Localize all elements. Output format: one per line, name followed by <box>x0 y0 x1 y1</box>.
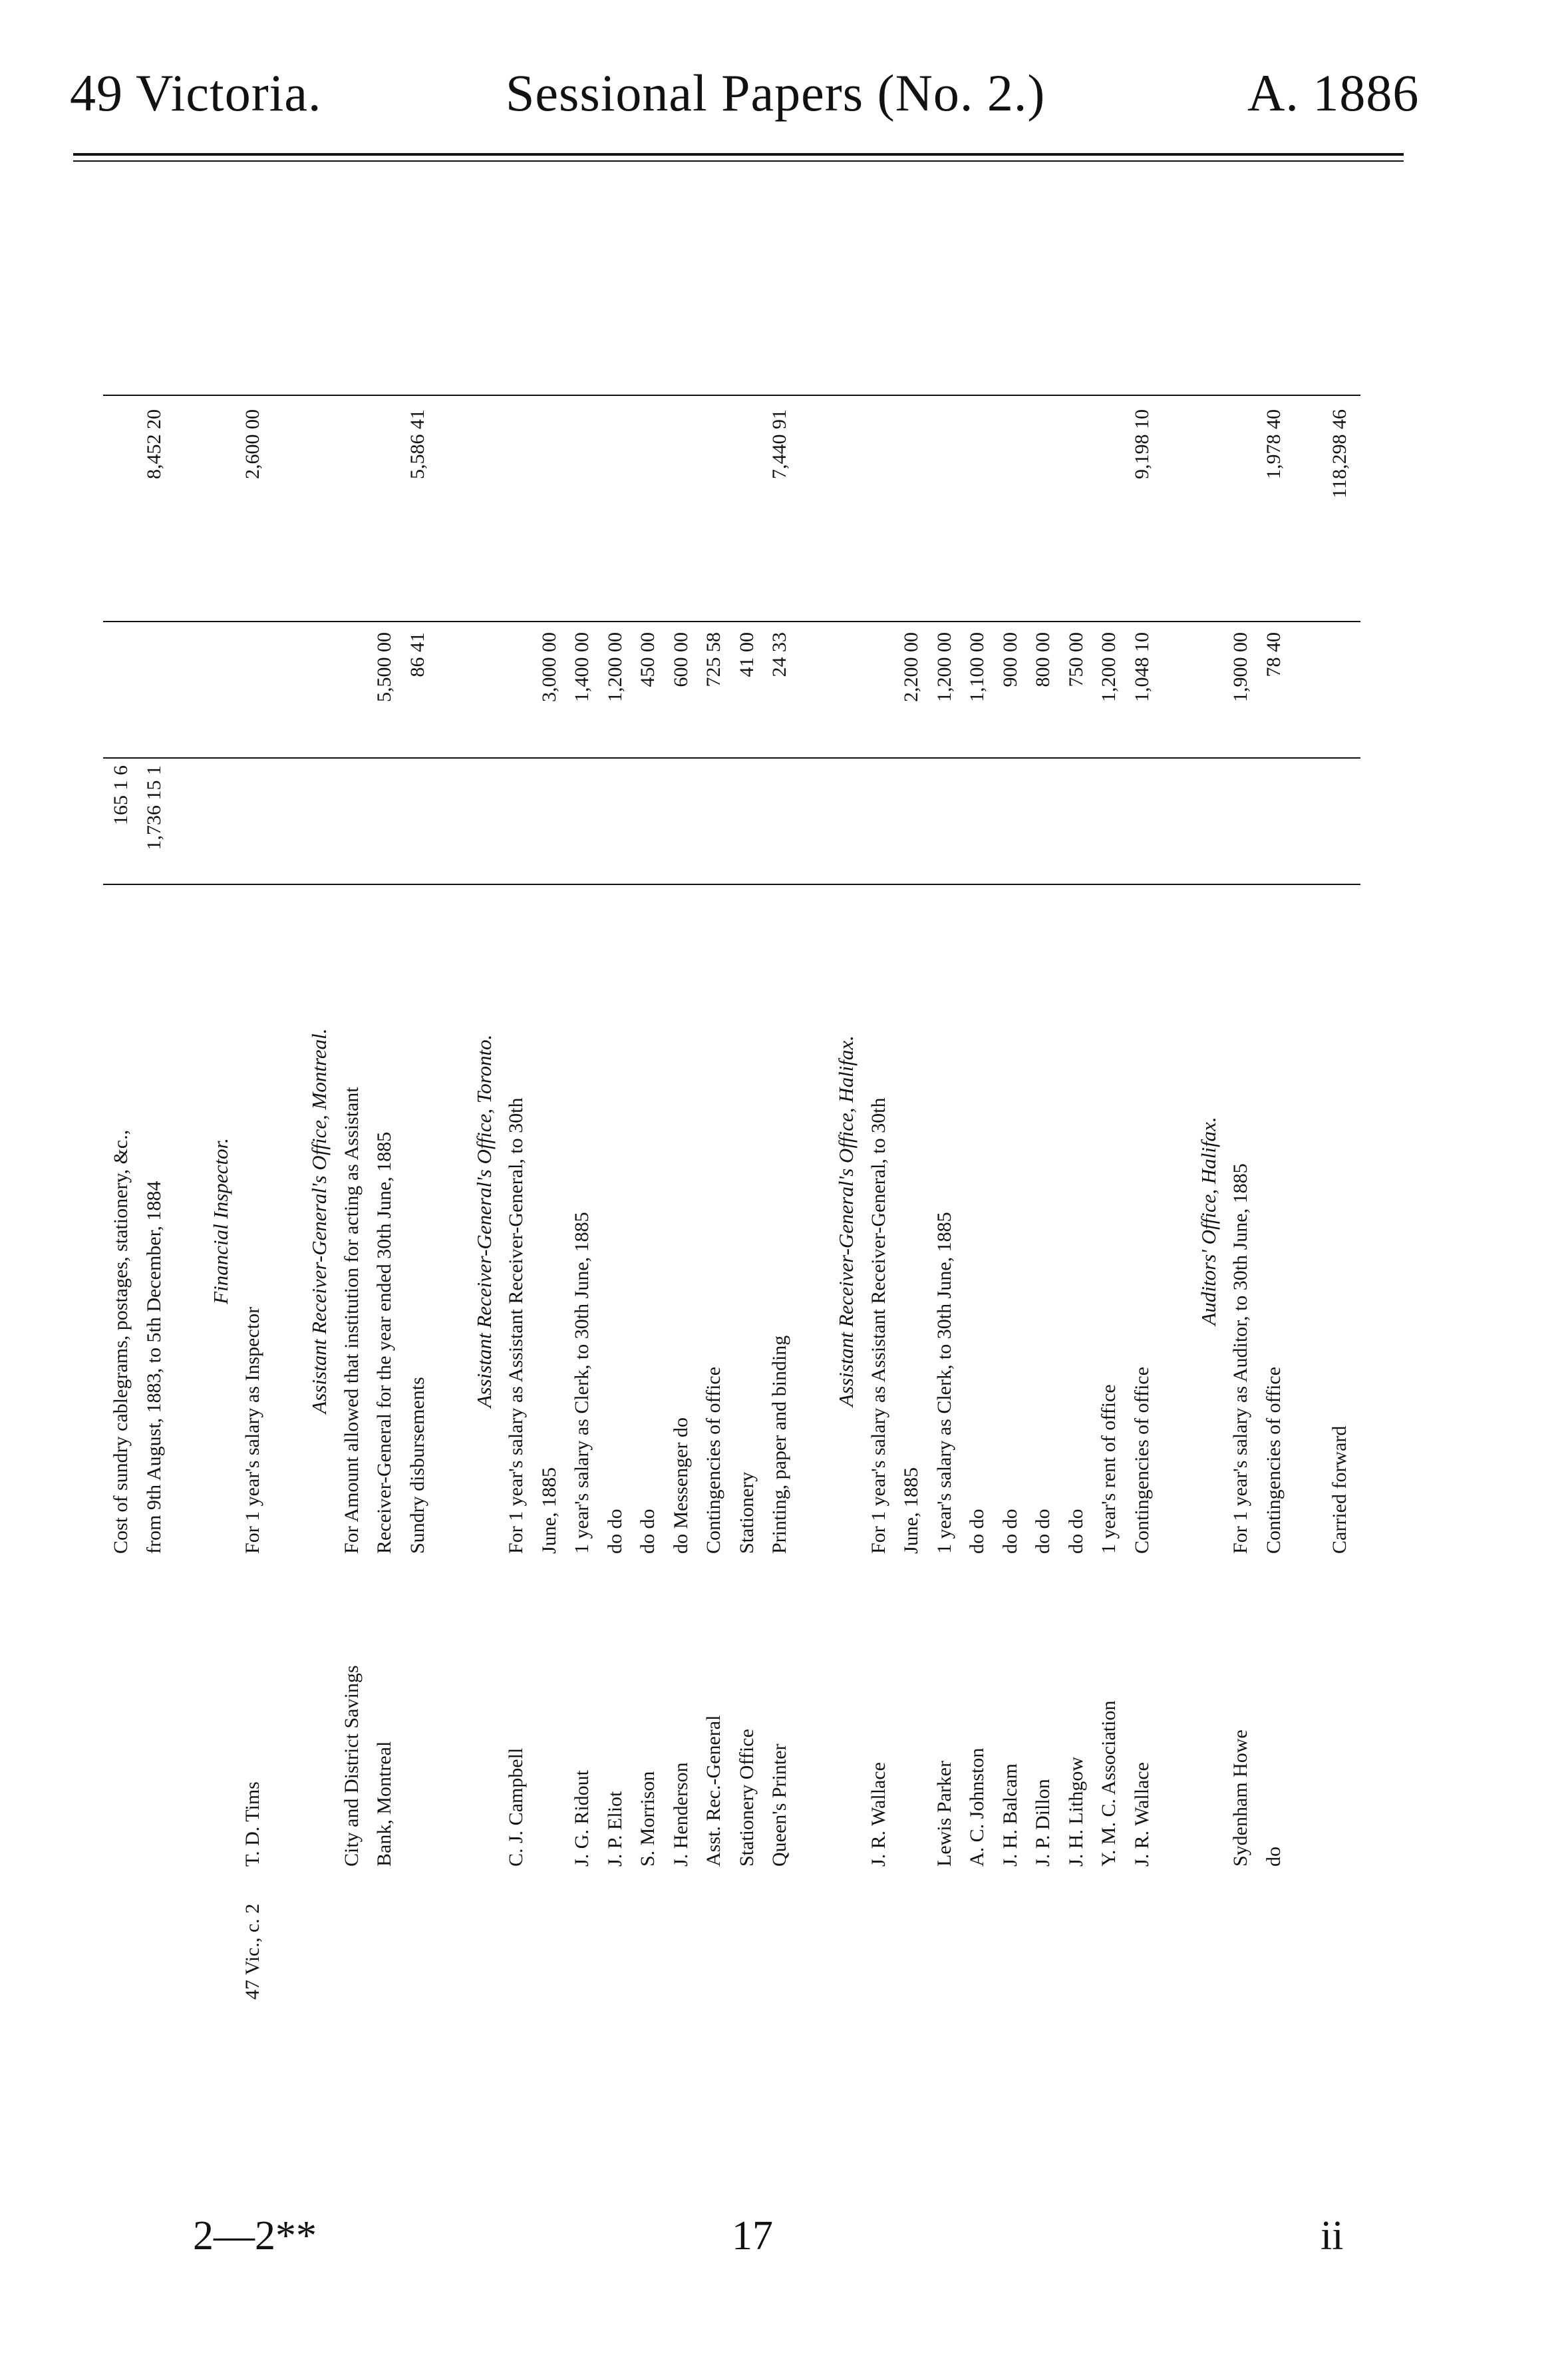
footer-reference: 2—2** <box>193 2213 317 2259</box>
table-row <box>143 186 166 2000</box>
section-title: Assistant Receiver-General's Office, Halifax. <box>834 1035 858 1407</box>
total-cell: 118,298 46 <box>1328 409 1350 498</box>
table-row <box>703 186 725 2000</box>
table-row <box>637 186 659 2000</box>
description-cell: do do <box>966 1509 988 1554</box>
column-rule <box>103 621 1360 622</box>
description-cell: from 9th August, 1883, to 5th December, 1884 <box>142 1181 165 1554</box>
table-row <box>571 186 593 2000</box>
amount-cell: 1,100 00 <box>966 632 988 702</box>
table-row <box>341 186 363 2000</box>
table-row <box>1164 186 1186 2000</box>
table-row <box>900 186 923 2000</box>
table-row <box>1032 186 1054 2000</box>
table-row <box>1329 186 1351 2000</box>
payee-cell: J. P. Eliot <box>603 1791 626 1867</box>
table-row <box>1131 186 1154 2000</box>
amount-cell: 1,200 00 <box>1098 632 1120 702</box>
description-cell: Contingencies of office <box>1130 1366 1153 1554</box>
header-rule <box>73 153 1404 156</box>
description-cell: do do <box>1064 1509 1087 1554</box>
table-row <box>505 186 528 2000</box>
table-row <box>110 186 132 2000</box>
description-cell: For Amount allowed that institution for acting as Assistant <box>340 1087 363 1554</box>
payee-cell: J. G. Ridout <box>571 1769 593 1867</box>
table-row <box>1098 186 1120 2000</box>
table-row <box>176 186 198 2000</box>
payee-cell: J. H. Lithgow <box>1064 1757 1087 1867</box>
payee-cell: Bank, Montreal <box>373 1741 395 1867</box>
payee-cell: Sydenham Howe <box>1229 1729 1251 1867</box>
amount-cell: 1,048 10 <box>1130 632 1153 702</box>
description-cell: June, 1885 <box>900 1467 922 1554</box>
total-cell: 9,198 10 <box>1130 409 1153 479</box>
payee-cell: J. P. Dillon <box>1032 1779 1054 1867</box>
payee-cell: T. D. Tims <box>241 1781 263 1867</box>
description-cell: do do <box>1032 1509 1054 1554</box>
description-cell: For 1 year's salary as Assistant Receiver-General, to 30th <box>505 1097 527 1554</box>
payee-cell: Asst. Rec.-General <box>703 1715 724 1867</box>
amount-cell: 1,400 00 <box>571 632 593 702</box>
description-cell: Printing, paper and binding <box>768 1335 790 1554</box>
table-row <box>406 186 429 2000</box>
amount-cell: 600 00 <box>669 632 692 687</box>
footer-part: ii <box>1321 2213 1344 2259</box>
table-row <box>933 186 956 2000</box>
amount-cell: 2,200 00 <box>900 632 922 702</box>
amount-cell: 800 00 <box>1032 632 1054 687</box>
payee-cell: S. Morrison <box>637 1771 659 1867</box>
table-row <box>802 186 824 2000</box>
table-row <box>538 186 561 2000</box>
payee-cell: City and District Savings <box>340 1665 363 1867</box>
amount-cell: 1,200 00 <box>603 632 626 702</box>
header-rule-thin <box>73 160 1404 162</box>
table-row <box>373 186 396 2000</box>
amount-cell: 1,900 00 <box>1229 632 1251 702</box>
amount-cell: 41 00 <box>735 632 758 677</box>
column-rule <box>103 884 1360 885</box>
amount-cell: 78 40 <box>1262 632 1285 677</box>
payee-cell: A. C. Johnston <box>966 1747 988 1867</box>
amount-cell: 450 00 <box>637 632 659 687</box>
column-rule <box>103 395 1360 396</box>
description-cell: For 1 year's salary as Auditor, to 30th June, 1885 <box>1229 1163 1251 1554</box>
amount-cell: 24 33 <box>768 632 790 677</box>
description-cell: Carried forward <box>1328 1425 1350 1554</box>
table-row <box>241 186 264 2000</box>
description-cell: 1 year's salary as Clerk, to 30th June, 1885 <box>933 1212 955 1554</box>
amount-cell: 3,000 00 <box>538 632 560 702</box>
description-cell: do do <box>999 1509 1021 1554</box>
table-row <box>604 186 627 2000</box>
total-cell: 2,600 00 <box>241 409 263 479</box>
amount-cell: 725 58 <box>703 632 724 687</box>
payee-cell: Lewis Parker <box>933 1760 955 1867</box>
table-row <box>736 186 758 2000</box>
header-session: 49 Victoria. <box>70 64 322 122</box>
description-cell: Stationery <box>735 1471 758 1554</box>
payee-cell: Y. M. C. Association <box>1098 1700 1120 1867</box>
payee-cell: J. Henderson <box>669 1762 692 1867</box>
payee-cell: Queen's Printer <box>768 1743 790 1867</box>
table-row <box>1065 186 1088 2000</box>
amount-cell: 5,500 00 <box>373 632 395 702</box>
section-title: Auditors' Office, Halifax. <box>1196 1117 1220 1326</box>
description-cell: Cost of sundry cablegrams, postages, stationery, &c., <box>110 1129 132 1554</box>
payee-cell: J. H. Balcam <box>999 1763 1021 1867</box>
table-row <box>768 186 791 2000</box>
table-row <box>966 186 989 2000</box>
amount-cell: 900 00 <box>999 632 1021 687</box>
table-row <box>275 186 297 2000</box>
sub-amount-cell: 1,736 15 1 <box>142 765 165 850</box>
table-row <box>439 186 462 2000</box>
total-cell: 1,978 40 <box>1262 409 1285 479</box>
page-number: 17 <box>732 2213 773 2259</box>
description-cell: do do <box>603 1509 626 1554</box>
total-cell: 7,440 91 <box>768 409 790 479</box>
payee-cell: do <box>1262 1847 1285 1867</box>
description-cell: June, 1885 <box>538 1467 560 1554</box>
table-row <box>867 186 890 2000</box>
sub-amount-cell: 165 1 6 <box>110 765 132 825</box>
amount-cell: 750 00 <box>1064 632 1087 687</box>
total-cell: 8,452 20 <box>142 409 165 479</box>
amount-cell: 86 41 <box>406 632 428 677</box>
expenditure-table <box>103 186 1360 2000</box>
payee-cell: C. J. Campbell <box>505 1747 527 1867</box>
header-title: Sessional Papers (No. 2.) <box>506 64 1046 122</box>
description-cell: Contingencies of office <box>1262 1366 1285 1554</box>
description-cell: 1 year's rent of office <box>1098 1384 1120 1554</box>
description-cell: 1 year's salary as Clerk, to 30th June, 1885 <box>571 1212 593 1554</box>
total-cell: 5,586 41 <box>406 409 428 479</box>
description-cell: For 1 year's salary as Inspector <box>241 1306 263 1554</box>
section-title: Assistant Receiver-General's Office, Toronto. <box>472 1034 496 1408</box>
payee-cell: J. R. Wallace <box>1130 1762 1153 1867</box>
description-cell: Receiver-General for the year ended 30th June, 1885 <box>373 1131 395 1554</box>
table-row <box>1263 186 1285 2000</box>
payee-cell: Stationery Office <box>735 1729 758 1867</box>
table-row <box>1229 186 1252 2000</box>
table-row <box>1295 186 1318 2000</box>
description-cell: do Messenger do <box>669 1417 692 1554</box>
act-cell: 47 Vic., c. 2 <box>241 1903 263 2000</box>
description-cell: Sundry disbursements <box>406 1377 428 1554</box>
header-year: A. 1886 <box>1247 64 1420 122</box>
description-cell: do do <box>637 1509 659 1554</box>
column-rule <box>103 757 1360 759</box>
table-row <box>670 186 693 2000</box>
description-cell: Contingencies of office <box>703 1366 724 1554</box>
table-row <box>999 186 1022 2000</box>
section-title: Financial Inspector. <box>208 1138 232 1304</box>
description-cell: For 1 year's salary as Assistant Receiver-General, to 30th <box>867 1097 889 1554</box>
section-title: Assistant Receiver-General's Office, Montreal. <box>307 1028 331 1414</box>
amount-cell: 1,200 00 <box>933 632 955 702</box>
payee-cell: J. R. Wallace <box>867 1762 889 1867</box>
